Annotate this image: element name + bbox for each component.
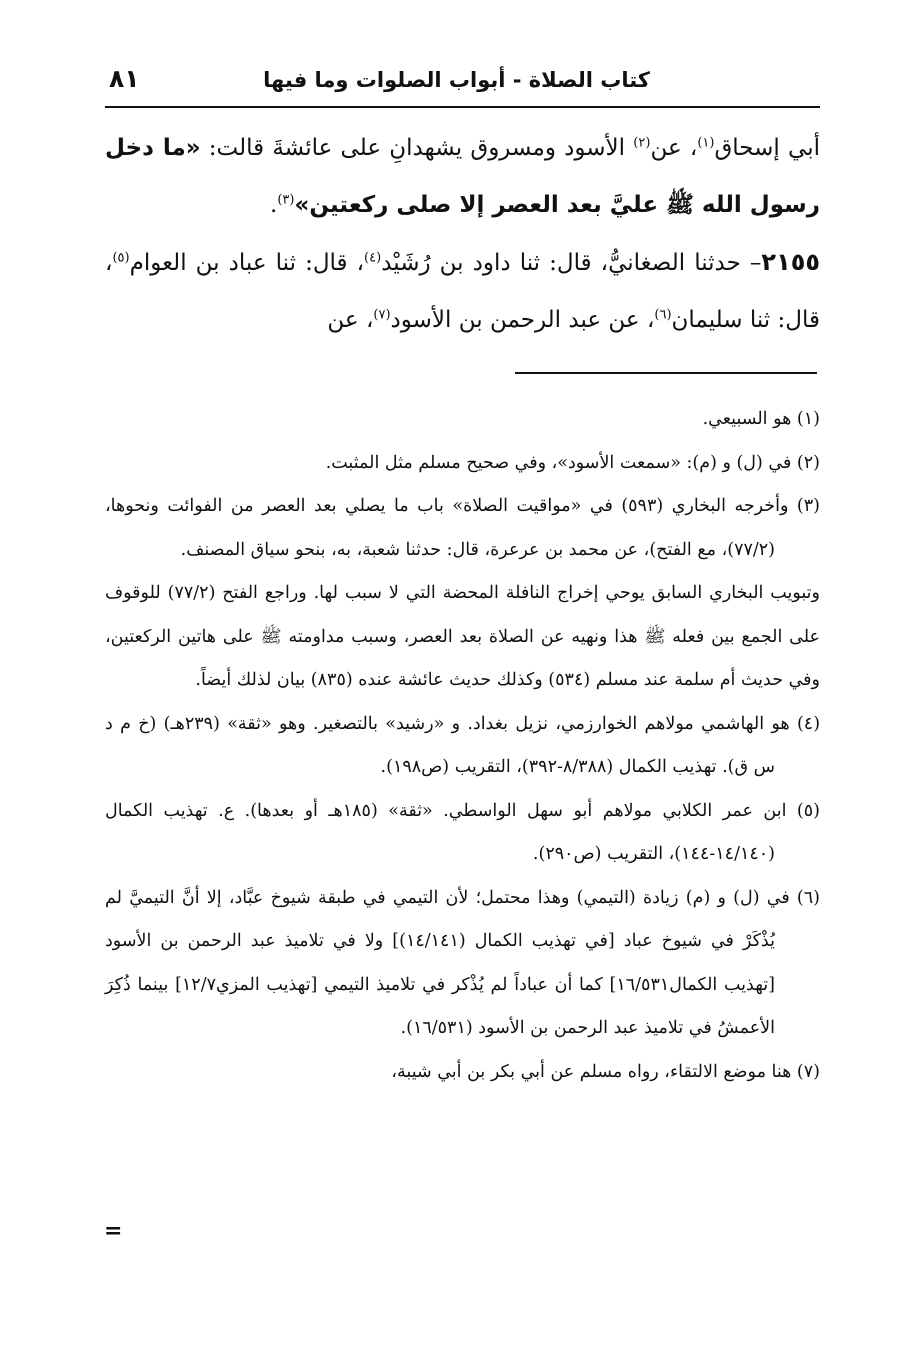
text-segment: ، عن xyxy=(650,135,698,161)
footnotes xyxy=(105,398,820,1094)
text-segment: – حدثنا الصغانيُّ، قال: ثنا داود بن رُشَيْد xyxy=(381,250,762,276)
footnote-separator xyxy=(515,372,817,374)
footnote-2: (٢) في (ل) و (م): «سمعت الأسود»، وفي صحيح مسلم مثل المثبت. xyxy=(325,452,820,473)
footnote-ref: (٧) xyxy=(373,307,391,323)
footnote-7: (٧) هنا موضع الالتقاء، رواه مسلم عن أبي بكر بن أبي شيبة، xyxy=(391,1061,820,1082)
footnote-ref: (٢) xyxy=(633,135,651,151)
footnote-ref: (٣) xyxy=(277,192,295,208)
text-segment: الأسود ومسروق يشهدانِ على عائشةَ قالت: xyxy=(200,135,634,161)
text-segment: ، عن عبد الرحمن بن الأسود xyxy=(390,307,655,333)
text-segment: . xyxy=(270,192,278,218)
footnote-6: (٦) في (ل) و (م) زيادة (التيمي) وهذا محتمل؛ لأن التيمي في طبقة شيوخ عبَّاد، إلا أنَّ التيميَّ لم يُذْكَرْ في شيوخ عباد [في تهذيب الكمال (١٤/١٤١)] ولا في تلاميذ عبد الرحمن بن الأسود [تهذيب الكمال١٦/٥٣١] كما أن عباداً لم يُذْكر في تلاميذ التيمي [تهذيب المزي١٢/٧] بينما ذُكِرَ الأعمشُ في تلاميذ عبد الرحمن بن الأسود (١٦/٥٣١). xyxy=(105,887,820,1038)
footnote-ref: (٤) xyxy=(364,250,382,266)
main-text xyxy=(105,120,820,349)
footnote-ref: (٥) xyxy=(112,250,130,266)
paragraph-1 xyxy=(105,120,820,234)
hadith-quote: «ما دخل رسول الله ﷺ عليَّ بعد العصر إلا صلى ركعتين» xyxy=(105,135,820,218)
footnote-5: (٥) ابن عمر الكلابي مولاهم أبو سهل الواسطي. «ثقة» (١٨٥هـ أو بعدها). ع. تهذيب الكمال (١٤/١٤٠-١٤٤)، التقريب (ص٢٩٠). xyxy=(105,800,820,864)
text-segment: ، عن xyxy=(327,307,374,333)
hadith-number: ٢١٥٥ xyxy=(761,248,821,276)
footnote-ref: (١) xyxy=(697,135,715,151)
footnote-1: (١) هو السبيعي. xyxy=(702,409,820,429)
continuation-mark: = xyxy=(104,1218,123,1244)
footnote-4: (٤) هو الهاشمي مولاهم الخوارزمي، نزيل بغداد. و «رشيد» بالتصغير. وهو «ثقة» (٢٣٩هـ) (خ م د س ق). تهذيب الكمال (٨/٣٨٨-٣٩٢)، التقريب (ص١٩٨). xyxy=(105,713,821,777)
text-segment: أبي إسحاق xyxy=(714,135,820,161)
footnote-3-continuation: وتبويب البخاري السابق يوحي إخراج النافلة المحضة التي لا سبب لها. وراجع الفتح (٧٧/٢) للوقوف على الجمع بين فعله ﷺ هذا ونهيه عن الصلاة بعد العصر، وسبب مداومته ﷺ على هاتين الركعتين، وفي حديث أم سلمة عند مسلم (٥٣٤) وكذلك حديث عائشة عنده (٨٣٥) بيان لذلك أيضاً. xyxy=(105,583,820,690)
footnote-3: (٣) وأخرجه البخاري (٥٩٣) في «مواقيت الصلاة» باب ما يصلي بعد العصر من الفوائت ونحوها، (٧٧/٢)، مع الفتح)، عن محمد بن عرعرة، قال: حدثنا شعبة، به، بنحو سياق المصنف. xyxy=(105,496,820,560)
footnote-ref: (٦) xyxy=(654,307,672,323)
running-header xyxy=(105,62,820,108)
text-segment: ، قال: ثنا عباد بن العوام xyxy=(129,250,365,276)
paragraph-2 xyxy=(105,234,820,349)
text-segment: ، قال: ثنا سليمان xyxy=(105,250,820,333)
page-number: ٨١ xyxy=(109,64,140,93)
header-title: كتاب الصلاة - أبواب الصلوات وما فيها xyxy=(263,68,650,92)
